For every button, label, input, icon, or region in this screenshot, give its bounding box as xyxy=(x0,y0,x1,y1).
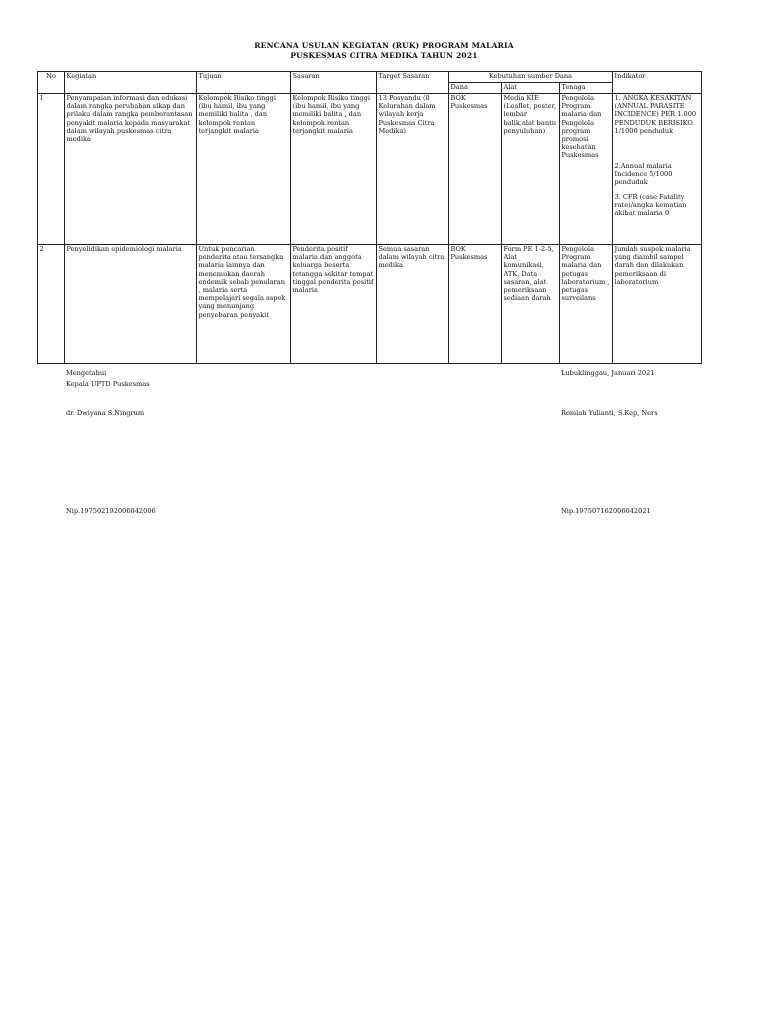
cell-tenaga: Pengelola Program malaria dan petugas laboratorium , petugas surveilans xyxy=(560,245,613,364)
signature-right-name: Romlah Yulianti, S.Kep, Ners xyxy=(561,409,658,417)
cell-no: 2 xyxy=(38,245,65,364)
indikator-item: 2.Annual malaria Incidence 5/1000 penduduk xyxy=(614,162,673,187)
header-target: Target Sasaran xyxy=(377,72,449,94)
header-dana: Dana xyxy=(449,83,502,94)
signature-right-nip: Nip.197507162006042021 xyxy=(561,507,651,515)
indikator-item: Jumlah suspek malaria yang diambil sampel darah dan dilakukan pemeriksaan di laboratorium xyxy=(614,245,691,286)
signature-left-nip: Nip.197502192006042006 xyxy=(66,507,156,515)
header-tenaga: Tenaga xyxy=(560,83,613,94)
cell-target: 13 Posyandu (8 Kelurahan dalam wilayah kerja Puskesmas Citra Medika) xyxy=(377,94,449,245)
cell-tenaga: Pengelola Program malaria dan Pengelola program promosi kesehatan Puskesmas xyxy=(560,94,613,245)
indikator-item: 3. CFR (case Fatality rate)/angka kematian akibat malaria 0 xyxy=(614,192,687,218)
header-tujuan: Tujuan xyxy=(197,72,291,94)
signature-left-name: dr. Dwiyana S.Ningrum xyxy=(66,409,145,417)
cell-sasaran: Penderita positif malaria dan anggota keluarga beserta tetangga sekitar tempat tinggal penderita positif malaria xyxy=(291,245,377,364)
table-row xyxy=(38,245,702,364)
header-no: No xyxy=(38,72,65,94)
cell-target: Semua sasaran dalam wilayah citra medika xyxy=(377,245,449,364)
document-title: RENCANA USULAN KEGIATAN (RUK) PROGRAM MALARIA xyxy=(254,41,514,50)
header-kebutuhan: Kebutuhan sumber Dana xyxy=(449,72,613,83)
cell-kegiatan: Penyampaian informasi dan edukasi dalam rangka perubahan sikap dan prilaku dalam rangka pemberantasan penyakit malaria kepada masyarakat dalam wilayah puskesmas citra medika xyxy=(65,94,197,245)
cell-indikator xyxy=(613,94,702,245)
cell-dana: BOK Puskesmas xyxy=(449,94,502,245)
signature-left-label: Mengetahui xyxy=(66,369,107,377)
cell-dana: BOK Puskesmas xyxy=(449,245,502,364)
header-kegiatan: Kegiatan xyxy=(65,72,197,94)
header-sasaran: Sasaran xyxy=(291,72,377,94)
cell-tujuan: Untuk pencarian penderita atau tersangka malaria lainnya dan menemukan daerah endemik sebab penularan , malaria serta mempelajari segala aspek yang menunjang penyebaran penyakit xyxy=(197,245,291,364)
cell-sasaran: Kelompok Risiko tinggi (ibu hamil, ibu yang memiliki balita , dan kelompok rentan terjangkit malaria xyxy=(291,94,377,245)
cell-indikator xyxy=(613,245,702,364)
table-header-row xyxy=(38,72,702,83)
cell-no: 1 xyxy=(38,94,65,245)
indikator-item: 1. ANGKA KESAKITAN (ANNUAL PARASITE INCIDENCE) PER 1.000 PENDUDUK BERISIKO 1/1000 penduduk xyxy=(614,94,697,135)
header-indikator: Indikator xyxy=(613,72,702,94)
cell-tujuan: Kelompok Risiko tinggi (ibu hamil, ibu yang memiliki balita , dan kelompok rentan terjangkit malaria xyxy=(197,94,291,245)
table-row xyxy=(38,94,702,245)
ruk-table xyxy=(37,71,702,364)
cell-alat: Form PE 1-2-5, Alat komunikasi, ATK, Data sasaran, alat pemeriksaan sediaan darah xyxy=(502,245,560,364)
signature-right-place-date: Lubuklinggau, Januari 2021 xyxy=(561,369,655,377)
cell-kegiatan: Penyelidikan epidemiologi malaria xyxy=(65,245,197,364)
header-alat: Alat xyxy=(502,83,560,94)
cell-alat: Media KIE (Leaflet, poster, lembar balik,alat bantu penyuluhan) xyxy=(502,94,560,245)
document-subtitle: PUSKESMAS CITRA MEDIKA TAHUN 2021 xyxy=(290,51,478,60)
signature-left-position: Kepala UPTD Puskesmas xyxy=(66,380,150,388)
